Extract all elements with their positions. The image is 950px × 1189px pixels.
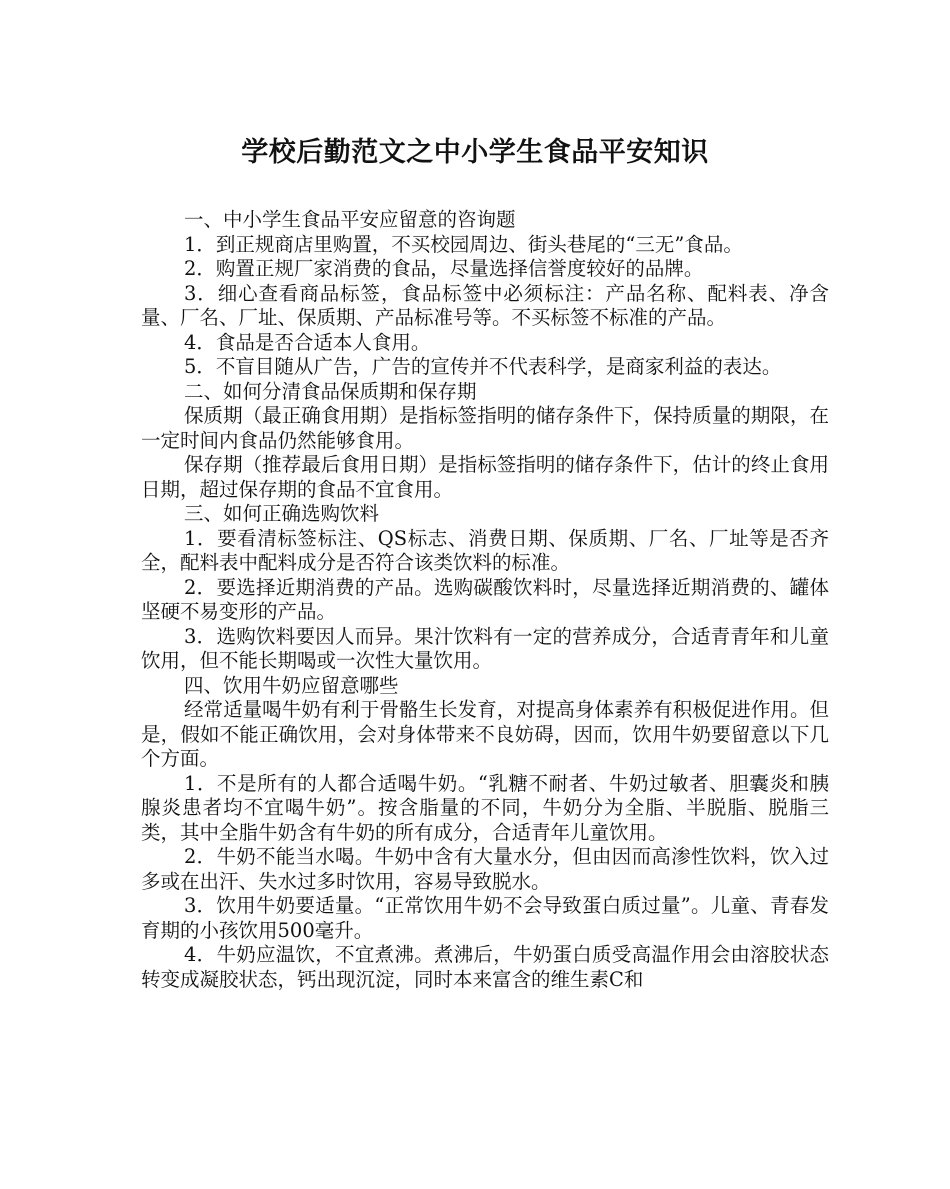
document-body [141, 208, 829, 992]
paragraph: 3．饮用牛奶要适量。“正常饮用牛奶不会导致蛋白质过量”。儿童、青春发育期的小孩饮用500毫升。 [141, 894, 829, 942]
paragraph: 1．不是所有的人都合适喝牛奶。“乳糖不耐者、牛奶过敏者、胆囊炎和胰腺炎患者均不宜喝牛奶”。按含脂量的不同，牛奶分为全脂、半脱脂、脱脂三类，其中全脂牛奶含有牛奶的所有成分，合适青年儿童饮用。 [141, 771, 829, 844]
paragraph: 2．牛奶不能当水喝。牛奶中含有大量水分，但由因而高渗性饮料，饮入过多或在出汗、失水过多时饮用，容易导致脱水。 [141, 845, 829, 893]
paragraph-section-4-heading: 四、饮用牛奶应留意哪些 [184, 673, 399, 697]
paragraph: 1．到正规商店里购置，不买校园周边、街头巷尾的“三无”食品。 [184, 232, 743, 256]
paragraph: 5．不盲目随从广告，广告的宣传并不代表科学，是商家利益的表达。 [184, 355, 782, 378]
paragraph: 2．购置正规厂家消费的食品，尽量选择信誉度较好的品牌。 [184, 257, 704, 280]
paragraph-section-1-heading: 一、中小学生食品平安应留意的咨询题 [184, 208, 516, 231]
paragraph-section-2-heading: 二、如何分清食品保质期和保存期 [184, 379, 477, 403]
paragraph: 3．选购饮料要因人而异。果汁饮料有一定的营养成分，合适青青年和儿童饮用，但不能长期喝或一次性大量饮用。 [141, 624, 829, 672]
paragraph: 经常适量喝牛奶有利于骨骼生长发育，对提高身体素养有积极促进作用。但是，假如不能正确饮用，会对身体带来不良妨碍，因而，饮用牛奶要留意以下几个方面。 [141, 698, 829, 770]
paragraph: 4．食品是否合适本人食用。 [184, 330, 431, 354]
document-title: 学校后勤范文之中小学生食品平安知识 [241, 137, 709, 168]
paragraph: 1．要看清标签标注、QS标志、消费日期、保质期、厂名、厂址等是否齐全，配料表中配料成分是否符合该类饮料的标准。 [141, 526, 829, 574]
paragraph: 保存期（推荐最后食用日期）是指标签指明的储存条件下，估计的终止食用日期，超过保存期的食品不宜食用。 [141, 453, 829, 501]
paragraph: 3．细心查看商品标签，食品标签中必须标注：产品名称、配料表、净含量、厂名、厂址、保质期、产品标准号等。不买标签不标准的产品。 [141, 281, 829, 329]
paragraph: 2．要选择近期消费的产品。选购碳酸饮料时，尽量选择近期消费的、罐体坚硬不易变形的产品。 [141, 575, 829, 623]
paragraph: 4．牛奶应温饮，不宜煮沸。煮沸后，牛奶蛋白质受高温作用会由溶胶状态转变成凝胶状态，钙出现沉淀，同时本来富含的维生素C和 [141, 943, 829, 991]
paragraph: 保质期（最正确食用期）是指标签指明的储存条件下，保持质量的期限，在一定时间内食品仍然能够食用。 [141, 404, 829, 452]
paragraph-section-3-heading: 三、如何正确选购饮料 [184, 502, 380, 525]
